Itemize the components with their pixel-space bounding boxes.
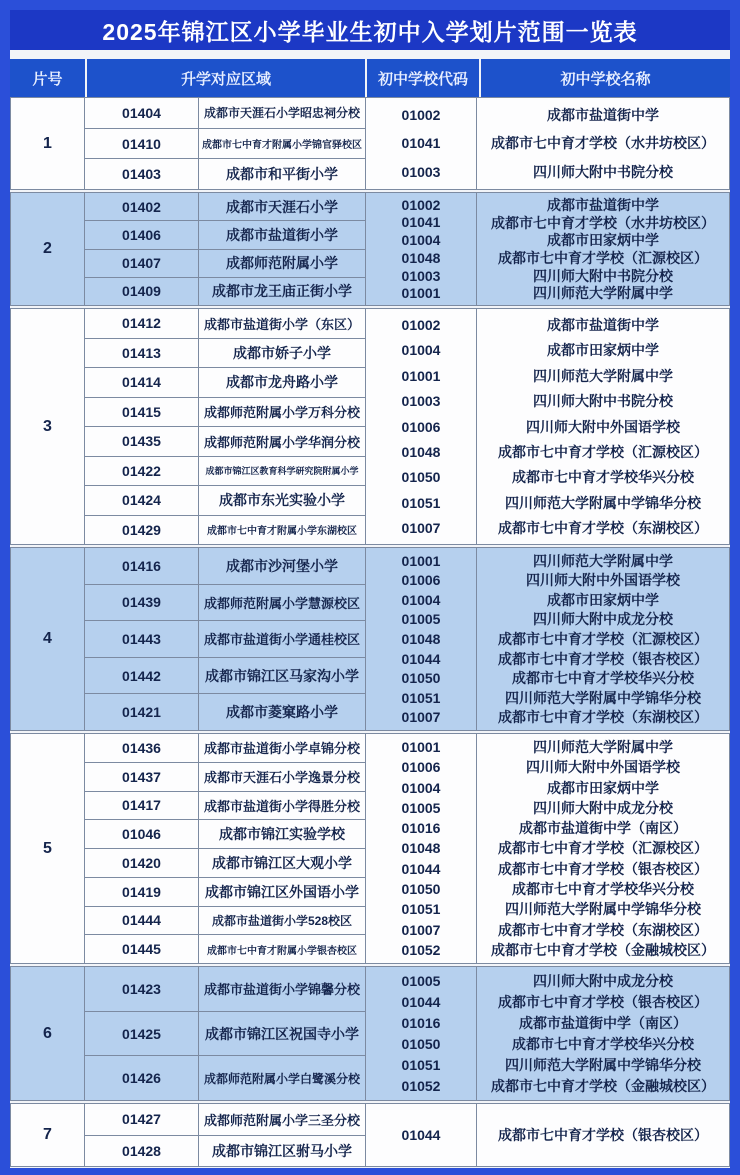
- middle-school-code-line: 01002: [401, 316, 441, 333]
- middle-school-code-line: 01003: [401, 393, 441, 410]
- middle-school-names-cell: [477, 98, 729, 189]
- middle-school-code-line: 01050: [401, 881, 441, 898]
- school-code-cell: 01436: [85, 734, 199, 762]
- zone-group: [10, 308, 730, 545]
- middle-school-name-line: 成都市盐道街中学: [547, 107, 659, 124]
- school-row: [85, 397, 365, 427]
- middle-school-name-line: 四川师范大学附属中学: [533, 739, 673, 756]
- middle-school-codes-cell: [365, 1104, 477, 1166]
- school-name-cell: 成都市七中育才附属小学银杏校区: [207, 945, 357, 957]
- school-name-cell: 成都市锦江实验学校: [219, 826, 345, 843]
- middle-school-name-line: 四川师范大学附属中学锦华分校: [505, 689, 701, 706]
- middle-school-codes-cell: [365, 734, 477, 963]
- school-code-cell: 01404: [85, 98, 199, 128]
- middle-school-name-line: 成都市七中育才学校（银杏校区）: [498, 1127, 708, 1143]
- school-name-cell: 成都市盐道街小学得胜分校: [203, 798, 360, 814]
- middle-school-code-line: 01003: [401, 163, 441, 180]
- school-row: [85, 128, 365, 159]
- middle-school-code-line: 01004: [401, 232, 441, 249]
- school-code-cell: 01427: [85, 1104, 199, 1135]
- school-code-cell: 01420: [85, 849, 199, 877]
- middle-school-code-line: 01006: [401, 759, 441, 776]
- middle-school-name-line: 四川师大附中书院分校: [533, 393, 673, 410]
- school-code-cell: 01445: [85, 935, 199, 963]
- school-row: [85, 456, 365, 486]
- school-code-cell: 01423: [85, 967, 199, 1011]
- school-name-cell: 成都市天涯石小学: [226, 198, 338, 215]
- middle-school-name-line: 四川师大附中书院分校: [533, 267, 673, 284]
- middle-school-names-cell: [477, 193, 729, 305]
- school-name-cell: 成都市锦江区马家沟小学: [205, 667, 359, 684]
- school-name-cell: 成都市盐道街小学通桂校区: [203, 632, 360, 648]
- school-name-cell: 成都师范附属小学: [226, 255, 338, 272]
- middle-school-code-line: 01016: [401, 1014, 441, 1031]
- school-row: [85, 584, 365, 621]
- middle-school-name-line: 成都市田家炳中学: [547, 232, 659, 249]
- middle-school-code-line: 01003: [401, 267, 441, 284]
- school-code-cell: 01439: [85, 585, 199, 621]
- school-row: [85, 485, 365, 515]
- middle-school-code-line: 01001: [401, 552, 441, 569]
- middle-school-code-line: 01005: [401, 611, 441, 628]
- middle-school-codes-cell: [365, 98, 477, 189]
- school-row: [85, 1135, 365, 1167]
- middle-school-code-line: 01016: [401, 820, 441, 837]
- middle-school-code-line: 01007: [401, 520, 441, 537]
- school-code-cell: 01422: [85, 457, 199, 486]
- school-code-cell: 01416: [85, 548, 199, 584]
- header-middle-school-code: 初中学校代码: [367, 59, 479, 97]
- middle-school-name-line: 成都市七中育才学校（汇源校区）: [498, 249, 708, 266]
- school-code-cell: 01406: [85, 221, 199, 248]
- school-name-cell: 成都市盐道街小学: [226, 226, 338, 243]
- school-code-cell: 01444: [85, 907, 199, 935]
- middle-school-name-line: 成都市田家炳中学: [547, 342, 659, 359]
- middle-school-code-line: 01051: [401, 1057, 441, 1074]
- school-code-cell: 01403: [85, 159, 199, 189]
- school-code-cell: 01417: [85, 792, 199, 820]
- school-row: [85, 762, 365, 791]
- school-row: [85, 877, 365, 906]
- zone-group: [10, 97, 730, 190]
- school-code-cell: 01435: [85, 427, 199, 456]
- school-name-cell: 成都市锦江区祝国寺小学: [205, 1025, 359, 1042]
- middle-school-code-line: 01044: [401, 650, 441, 667]
- school-row: [85, 657, 365, 694]
- school-row: [85, 309, 365, 338]
- middle-school-name-line: 成都市七中育才学校（金融城校区）: [491, 941, 715, 958]
- middle-school-name-line: 成都市盐道街中学（南区）: [519, 820, 687, 837]
- middle-school-name-line: 成都市七中育才学校（水井坊校区）: [491, 135, 715, 152]
- school-name-cell: 成都市天涯石小学昭忠祠分校: [203, 106, 360, 121]
- school-row: [85, 220, 365, 248]
- school-code-cell: 01429: [85, 516, 199, 545]
- school-name-cell: 成都市菱窠路小学: [226, 704, 338, 721]
- zone-number-cell: 1: [11, 98, 85, 189]
- middle-school-code-line: 01001: [401, 367, 441, 384]
- middle-school-name-line: 成都市七中育才学校（银杏校区）: [498, 860, 708, 877]
- middle-school-name-line: 成都市田家炳中学: [547, 591, 659, 608]
- school-code-cell: 01410: [85, 129, 199, 159]
- zone-number-cell: 2: [11, 193, 85, 305]
- middle-school-codes-cell: [365, 309, 477, 544]
- school-name-cell: 成都市盐道街小学528校区: [211, 913, 353, 928]
- middle-school-code-line: 01050: [401, 1036, 441, 1053]
- school-rows: [85, 548, 365, 730]
- school-rows: [85, 98, 365, 189]
- middle-school-code-line: 01050: [401, 670, 441, 687]
- school-code-cell: 01419: [85, 878, 199, 906]
- middle-school-name-line: 四川师大附中外国语学校: [526, 572, 680, 589]
- school-code-cell: 01428: [85, 1136, 199, 1167]
- zone-number-cell: 5: [11, 734, 85, 963]
- middle-school-code-line: 01005: [401, 972, 441, 989]
- middle-school-name-line: 四川师范大学附属中学: [533, 285, 673, 302]
- header-feeder-area: 升学对应区域: [87, 59, 365, 97]
- school-row: [85, 426, 365, 456]
- middle-school-name-line: 成都市七中育才学校（东湖校区）: [498, 921, 708, 938]
- middle-school-name-line: 四川师大附中成龙分校: [533, 611, 673, 628]
- middle-school-code-line: 01051: [401, 901, 441, 918]
- middle-school-names-cell: [477, 734, 729, 963]
- school-code-cell: 01442: [85, 658, 199, 694]
- school-code-cell: 01407: [85, 250, 199, 277]
- middle-school-code-line: 01050: [401, 469, 441, 486]
- middle-school-name-line: 成都市七中育才学校（汇源校区）: [498, 443, 708, 460]
- middle-school-names-cell: [477, 309, 729, 544]
- school-row: [85, 515, 365, 545]
- middle-school-code-line: 01004: [401, 779, 441, 796]
- middle-school-names-cell: [477, 1104, 729, 1166]
- middle-school-code-line: 01007: [401, 921, 441, 938]
- middle-school-name-line: 四川师大附中成龙分校: [533, 972, 673, 989]
- school-name-cell: 成都市盐道街小学卓锦分校: [203, 741, 360, 757]
- school-row: [85, 934, 365, 963]
- school-name-cell: 成都市七中育才附属小学锦官驿校区: [202, 140, 362, 151]
- school-code-cell: 01409: [85, 278, 199, 305]
- zone-number-cell: 6: [11, 967, 85, 1100]
- school-code-cell: 01046: [85, 820, 199, 848]
- school-row: [85, 693, 365, 730]
- zone-group: [10, 1103, 730, 1167]
- school-name-cell: 成都市沙河堡小学: [226, 557, 338, 574]
- middle-school-code-line: 01051: [401, 494, 441, 511]
- school-name-cell: 成都市七中育才附属小学东湖校区: [207, 526, 357, 538]
- middle-school-name-line: 四川师大附中外国语学校: [526, 418, 680, 435]
- school-row: [85, 906, 365, 935]
- middle-school-code-line: 01048: [401, 443, 441, 460]
- middle-school-code-line: 01007: [401, 709, 441, 726]
- middle-school-name-line: 四川师范大学附属中学: [533, 552, 673, 569]
- middle-school-code-line: 01005: [401, 799, 441, 816]
- zone-group: [10, 966, 730, 1101]
- header-middle-school-name: 初中学校名称: [481, 59, 730, 97]
- middle-school-name-line: 成都市七中育才学校（银杏校区）: [498, 650, 708, 667]
- school-row: [85, 277, 365, 305]
- school-rows: [85, 734, 365, 963]
- school-code-cell: 01414: [85, 368, 199, 397]
- middle-school-code-line: 01002: [401, 107, 441, 124]
- zone-group: [10, 547, 730, 731]
- school-code-cell: 01426: [85, 1056, 199, 1100]
- middle-school-name-line: 四川师范大学附属中学锦华分校: [505, 1057, 701, 1074]
- middle-school-name-line: 成都市七中育才学校华兴分校: [512, 670, 694, 687]
- middle-school-code-line: 01044: [401, 860, 441, 877]
- middle-school-name-line: 成都市七中育才学校（汇源校区）: [498, 840, 708, 857]
- middle-school-code-line: 01041: [401, 135, 441, 152]
- middle-school-code-line: 01048: [401, 631, 441, 647]
- middle-school-name-line: 成都市田家炳中学: [547, 779, 659, 796]
- school-row: [85, 158, 365, 189]
- school-name-cell: 成都市锦江区教育科学研究院附属小学: [205, 466, 359, 477]
- middle-school-codes-cell: [365, 193, 477, 305]
- school-row: [85, 249, 365, 277]
- school-row: [85, 548, 365, 584]
- school-code-cell: 01421: [85, 694, 199, 730]
- middle-school-name-line: 四川师范大学附属中学锦华分校: [505, 494, 701, 511]
- title-divider: [10, 50, 730, 59]
- middle-school-code-line: 01001: [401, 739, 441, 756]
- school-code-cell: 01437: [85, 763, 199, 791]
- school-rows: [85, 193, 365, 305]
- middle-school-code-line: 01041: [401, 214, 441, 231]
- school-code-cell: 01424: [85, 486, 199, 515]
- zone-groups-container: [10, 97, 730, 1168]
- school-name-cell: 成都市盐道街小学（东区）: [203, 316, 360, 332]
- school-row: [85, 367, 365, 397]
- zone-number-cell: 7: [11, 1104, 85, 1166]
- middle-school-code-line: 01044: [401, 993, 441, 1010]
- school-row: [85, 193, 365, 220]
- school-rows: [85, 967, 365, 1100]
- middle-school-code-line: 01006: [401, 572, 441, 589]
- middle-school-code-line: 01001: [401, 285, 441, 302]
- middle-school-code-line: 01004: [401, 591, 441, 608]
- table-header-row: [10, 59, 730, 97]
- school-name-cell: 成都师范附属小学万科分校: [203, 405, 360, 421]
- middle-school-code-line: 01002: [401, 196, 441, 213]
- school-name-cell: 成都市龙舟路小学: [226, 374, 338, 391]
- middle-school-name-line: 四川师大附中书院分校: [533, 163, 673, 180]
- school-code-cell: 01402: [85, 193, 199, 220]
- zone-group: [10, 733, 730, 964]
- middle-school-code-line: 01048: [401, 840, 441, 857]
- school-row: [85, 819, 365, 848]
- middle-school-name-line: 成都市七中育才学校（水井坊校区）: [491, 214, 715, 231]
- middle-school-code-line: 01006: [401, 418, 441, 435]
- header-zone-number: 片号: [10, 59, 85, 97]
- school-code-cell: 01415: [85, 398, 199, 427]
- school-row: [85, 1104, 365, 1135]
- school-row: [85, 1055, 365, 1100]
- school-name-cell: 成都师范附属小学慧源校区: [203, 595, 360, 611]
- middle-school-name-line: 成都市七中育才学校华兴分校: [512, 1036, 694, 1053]
- school-row: [85, 620, 365, 657]
- school-code-cell: 01425: [85, 1012, 199, 1056]
- school-rows: [85, 309, 365, 544]
- middle-school-code-line: 01048: [401, 249, 441, 266]
- school-name-cell: 成都师范附属小学三圣分校: [203, 1112, 360, 1128]
- middle-school-name-line: 成都市七中育才学校（金融城校区）: [491, 1078, 715, 1095]
- school-name-cell: 成都市和平街小学: [226, 166, 338, 183]
- middle-school-code-line: 01052: [401, 941, 441, 958]
- middle-school-name-line: 成都市七中育才学校（汇源校区）: [498, 631, 708, 647]
- school-name-cell: 成都市娇子小学: [233, 344, 331, 361]
- middle-school-name-line: 成都市七中育才学校（银杏校区）: [498, 993, 708, 1010]
- school-name-cell: 成都市锦江区驸马小学: [212, 1142, 352, 1159]
- school-code-cell: 01412: [85, 309, 199, 338]
- school-name-cell: 成都市天涯石小学逸景分校: [203, 770, 360, 786]
- middle-school-code-line: 01044: [401, 1127, 441, 1143]
- zone-group: [10, 192, 730, 306]
- school-code-cell: 01413: [85, 339, 199, 368]
- middle-school-code-line: 01004: [401, 342, 441, 359]
- school-row: [85, 98, 365, 128]
- school-code-cell: 01443: [85, 621, 199, 657]
- school-name-cell: 成都市东光实验小学: [219, 492, 345, 509]
- middle-school-name-line: 四川师大附中成龙分校: [533, 799, 673, 816]
- school-name-cell: 成都师范附属小学华润分校: [203, 434, 360, 450]
- school-name-cell: 成都师范附属小学白鹭溪分校: [203, 1071, 360, 1086]
- school-name-cell: 成都市盐道街小学锦馨分校: [203, 982, 360, 998]
- middle-school-name-line: 四川师范大学附属中学锦华分校: [505, 901, 701, 918]
- middle-school-name-line: 四川师大附中外国语学校: [526, 759, 680, 776]
- school-row: [85, 734, 365, 762]
- school-name-cell: 成都市锦江区大观小学: [212, 854, 352, 871]
- middle-school-name-line: 成都市盐道街中学: [547, 196, 659, 213]
- middle-school-names-cell: [477, 967, 729, 1100]
- zone-number-cell: 4: [11, 548, 85, 730]
- school-row: [85, 338, 365, 368]
- school-name-cell: 成都市龙王庙正街小学: [212, 283, 352, 300]
- middle-school-code-line: 01051: [401, 689, 441, 706]
- school-name-cell: 成都市锦江区外国语小学: [205, 883, 359, 900]
- zone-number-cell: 3: [11, 309, 85, 544]
- middle-school-name-line: 成都市七中育才学校（东湖校区）: [498, 709, 708, 726]
- middle-school-code-line: 01052: [401, 1078, 441, 1095]
- middle-school-name-line: 成都市盐道街中学: [547, 316, 659, 333]
- middle-school-name-line: 四川师范大学附属中学: [533, 367, 673, 384]
- school-row: [85, 967, 365, 1011]
- middle-school-codes-cell: [365, 548, 477, 730]
- middle-school-name-line: 成都市盐道街中学（南区）: [519, 1014, 687, 1031]
- middle-school-name-line: 成都市七中育才学校华兴分校: [512, 469, 694, 486]
- middle-school-names-cell: [477, 548, 729, 730]
- middle-school-codes-cell: [365, 967, 477, 1100]
- school-row: [85, 791, 365, 820]
- middle-school-name-line: 成都市七中育才学校（东湖校区）: [498, 520, 708, 537]
- middle-school-name-line: 成都市七中育才学校华兴分校: [512, 881, 694, 898]
- page-title: 2025年锦江区小学毕业生初中入学划片范围一览表: [10, 10, 730, 50]
- school-row: [85, 848, 365, 877]
- school-rows: [85, 1104, 365, 1166]
- school-row: [85, 1011, 365, 1056]
